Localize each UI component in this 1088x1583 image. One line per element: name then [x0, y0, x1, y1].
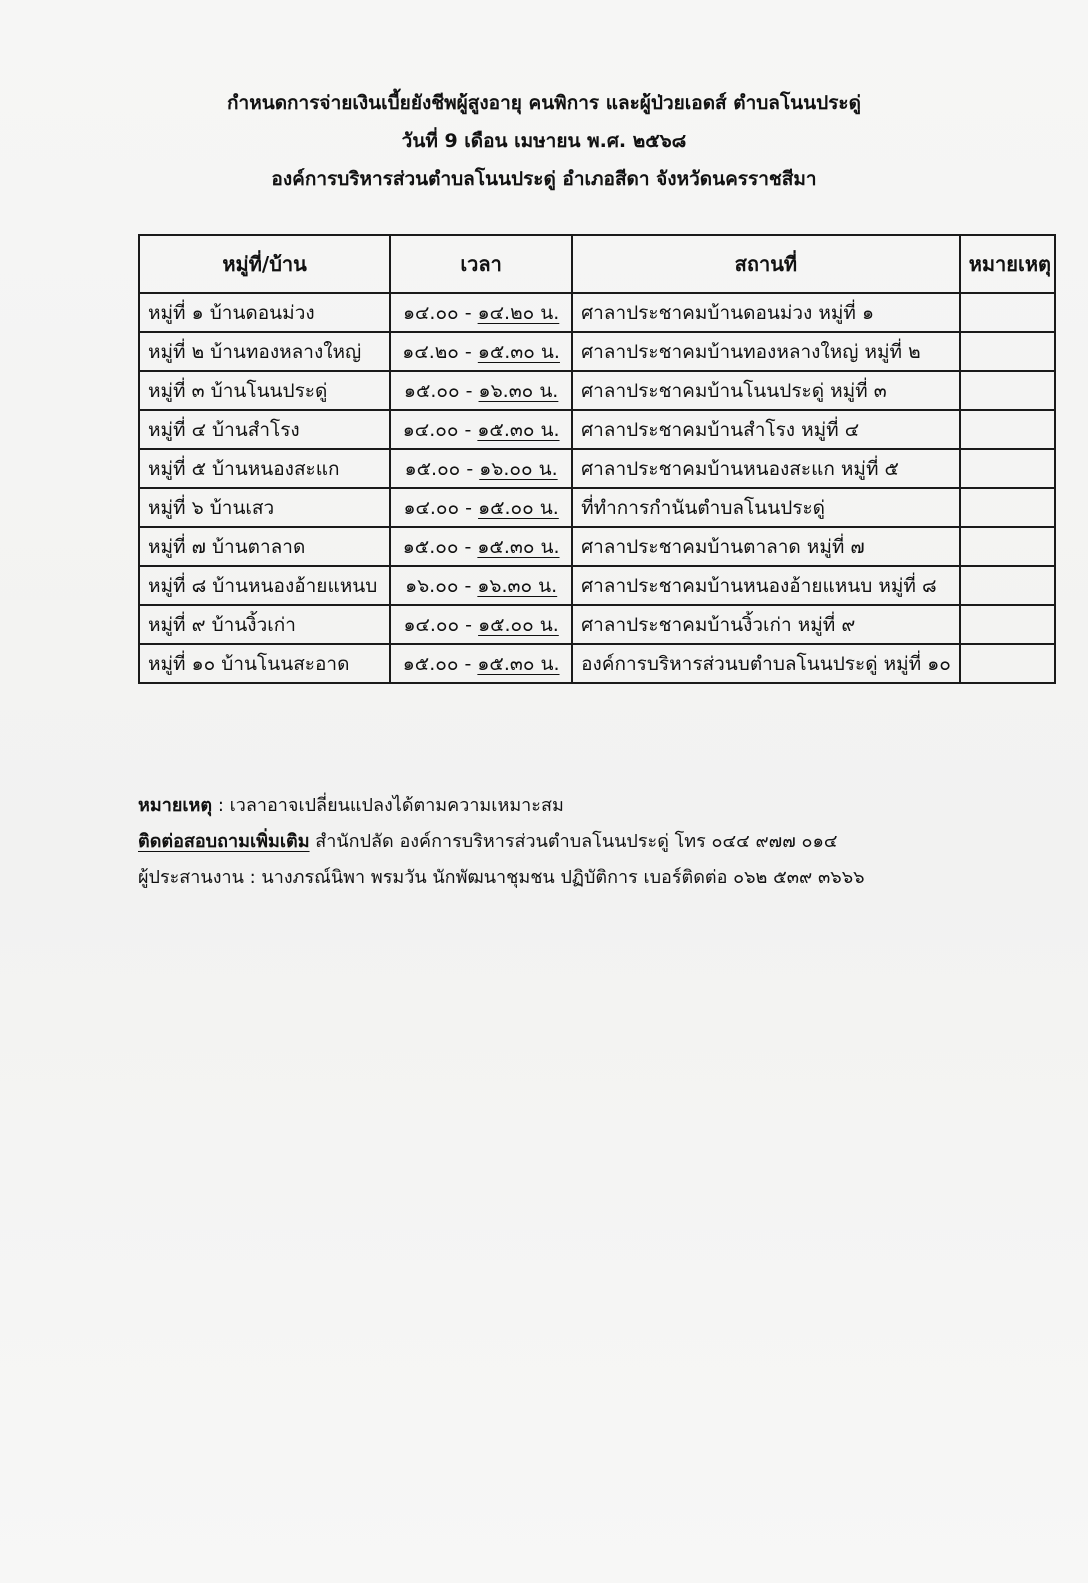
cell-time [390, 332, 572, 371]
time-end: ๑๕.๐๐ น. [478, 496, 559, 519]
cell-village: หมู่ที่ ๖ บ้านเสว [139, 488, 390, 527]
cell-place: ศาลาประชาคมบ้านงิ้วเก่า หมู่ที่ ๙ [572, 605, 960, 644]
table-row [139, 371, 1055, 410]
time-separator: - [459, 613, 479, 636]
cell-remark [960, 605, 1055, 644]
time-start: ๑๔.๐๐ [403, 613, 460, 636]
cell-remark [960, 410, 1055, 449]
time-start: ๑๔.๐๐ [403, 496, 460, 519]
cell-village: หมู่ที่ ๔ บ้านสำโรง [139, 410, 390, 449]
time-end: ๑๔.๒๐ น. [477, 301, 560, 324]
time-separator: - [458, 535, 478, 558]
cell-village: หมู่ที่ ๑ บ้านดอนม่วง [139, 293, 390, 332]
cell-remark [960, 527, 1055, 566]
time-start: ๑๕.๐๐ [404, 457, 461, 480]
cell-time [390, 293, 572, 332]
time-separator: - [458, 340, 478, 363]
schedule-table [138, 234, 1056, 684]
time-separator: - [458, 301, 478, 324]
header-remark: หมายเหตุ [960, 235, 1055, 293]
time-separator: - [459, 496, 479, 519]
time-end: ๑๕.๓๐ น. [477, 340, 560, 363]
cell-place: ศาลาประชาคมบ้านหนองอ้ายแหนบ หมู่ที่ ๘ [572, 566, 960, 605]
table-row [139, 293, 1055, 332]
remark-note-text: : เวลาอาจเปลี่ยนแปลงได้ตามความเหมาะสม [212, 795, 564, 816]
cell-time [390, 410, 572, 449]
header-time: เวลา [390, 235, 572, 293]
time-end: ๑๕.๐๐ น. [478, 613, 559, 636]
document-title: กำหนดการจ่ายเงินเบี้ยยังชีพผู้สูงอายุ คนพิการ และผู้ป่วยเอดส์ ตำบลโนนประดู่ [227, 92, 861, 114]
time-separator: - [458, 652, 478, 675]
cell-village: หมู่ที่ ๑๐ บ้านโนนสะอาด [139, 644, 390, 683]
table-row [139, 644, 1055, 683]
cell-remark [960, 332, 1055, 371]
cell-remark [960, 371, 1055, 410]
cell-time [390, 449, 572, 488]
time-start: ๑๔.๐๐ [402, 301, 459, 324]
document-organization: องค์การบริหารส่วนตำบลโนนประดู่ อำเภอสีดา จังหวัดนครราชสีมา [271, 168, 817, 190]
document-header [0, 84, 1088, 198]
cell-time [390, 488, 572, 527]
table-row [139, 566, 1055, 605]
cell-place: ที่ทำการกำนันตำบลโนนประดู่ [572, 488, 960, 527]
time-end: ๑๕.๓๐ น. [477, 418, 560, 441]
table-header-row [139, 235, 1055, 293]
table-row [139, 410, 1055, 449]
time-start: ๑๖.๐๐ [405, 574, 459, 597]
cell-village: หมู่ที่ ๗ บ้านตาลาด [139, 527, 390, 566]
coordinator-note: ผู้ประสานงาน : นางภรณ์นิพา พรมวัน นักพัฒนาชุมชน ปฏิบัติการ เบอร์ติดต่อ ๐๖๒ ๕๓๙ ๓๖๖๖ [138, 867, 865, 888]
time-start: ๑๕.๐๐ [402, 535, 459, 558]
cell-place: ศาลาประชาคมบ้านหนองสะแก หมู่ที่ ๕ [572, 449, 960, 488]
time-separator: - [460, 457, 480, 480]
cell-remark [960, 488, 1055, 527]
cell-place: ศาลาประชาคมบ้านสำโรง หมู่ที่ ๔ [572, 410, 960, 449]
time-separator: - [459, 379, 479, 402]
table-row [139, 527, 1055, 566]
table-row [139, 605, 1055, 644]
time-separator: - [458, 418, 478, 441]
document-date: วันที่ 9 เดือน เมษายน พ.ศ. ๒๕๖๘ [401, 130, 687, 152]
cell-village: หมู่ที่ ๘ บ้านหนองอ้ายแหนบ [139, 566, 390, 605]
header-village: หมู่ที่/บ้าน [139, 235, 390, 293]
contact-note-label: ติดต่อสอบถามเพิ่มเติม [138, 831, 310, 852]
table-row [139, 332, 1055, 371]
cell-village: หมู่ที่ ๒ บ้านทองหลางใหญ่ [139, 332, 390, 371]
time-start: ๑๕.๐๐ [402, 652, 459, 675]
cell-time [390, 527, 572, 566]
time-end: ๑๖.๐๐ น. [479, 457, 558, 480]
cell-remark [960, 449, 1055, 488]
time-separator: - [458, 574, 478, 597]
cell-time [390, 371, 572, 410]
time-end: ๑๕.๓๐ น. [477, 652, 560, 675]
cell-place: ศาลาประชาคมบ้านโนนประดู่ หมู่ที่ ๓ [572, 371, 960, 410]
time-end: ๑๖.๓๐ น. [478, 379, 559, 402]
cell-place: ศาลาประชาคมบ้านดอนม่วง หมู่ที่ ๑ [572, 293, 960, 332]
cell-remark [960, 644, 1055, 683]
remark-note [138, 788, 1038, 824]
remark-note-label: หมายเหตุ [138, 795, 213, 816]
header-place: สถานที่ [572, 235, 960, 293]
table-row [139, 449, 1055, 488]
cell-remark [960, 293, 1055, 332]
time-start: ๑๕.๐๐ [403, 379, 460, 402]
contact-note [138, 824, 1038, 860]
cell-time [390, 644, 572, 683]
cell-village: หมู่ที่ ๕ บ้านหนองสะแก [139, 449, 390, 488]
time-end: ๑๕.๓๐ น. [477, 535, 560, 558]
time-end: ๑๖.๓๐ น. [477, 574, 558, 597]
cell-remark [960, 566, 1055, 605]
cell-place: ศาลาประชาคมบ้านทองหลางใหญ่ หมู่ที่ ๒ [572, 332, 960, 371]
cell-time [390, 605, 572, 644]
cell-place: ศาลาประชาคมบ้านตาลาด หมู่ที่ ๗ [572, 527, 960, 566]
cell-time [390, 566, 572, 605]
time-start: ๑๔.๒๐ [402, 340, 459, 363]
table-row [139, 488, 1055, 527]
notes-section [138, 788, 1038, 896]
contact-note-text: สำนักปลัด องค์การบริหารส่วนตำบลโนนประดู่ โทร ๐๔๔ ๙๗๗ ๐๑๔ [309, 831, 838, 852]
cell-place: องค์การบริหารส่วนบตำบลโนนประดู่ หมู่ที่ ๑๐ [572, 644, 960, 683]
cell-village: หมู่ที่ ๓ บ้านโนนประดู่ [139, 371, 390, 410]
schedule-table-body [139, 293, 1055, 683]
time-start: ๑๔.๐๐ [402, 418, 459, 441]
cell-village: หมู่ที่ ๙ บ้านงิ้วเก่า [139, 605, 390, 644]
